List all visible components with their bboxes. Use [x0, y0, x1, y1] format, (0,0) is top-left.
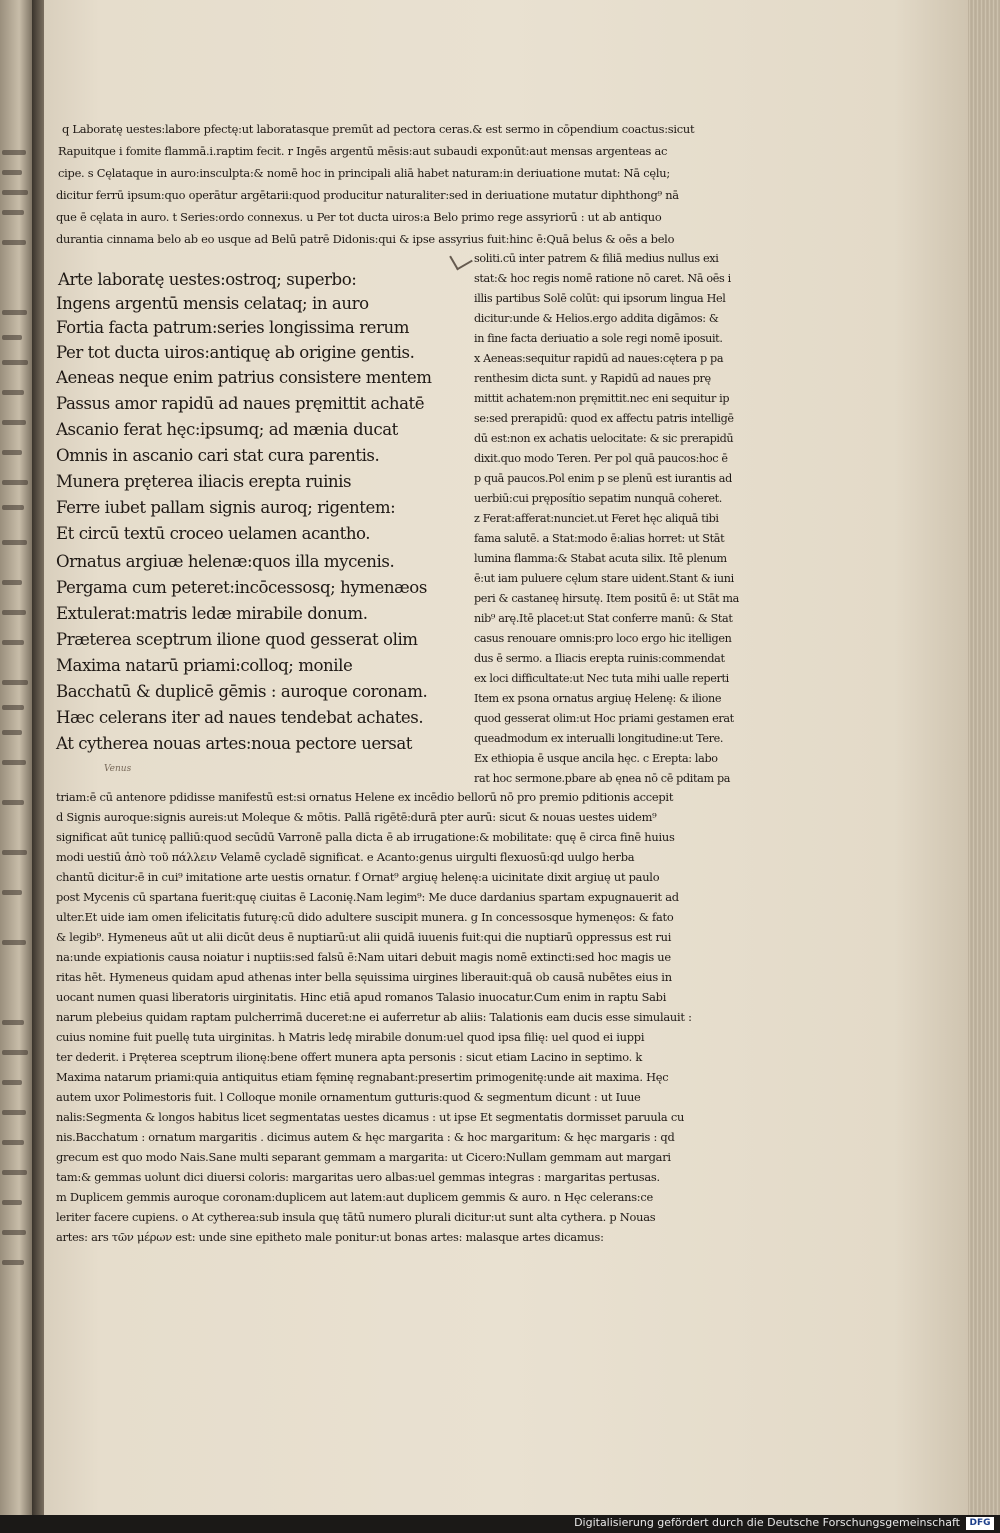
- commentary-line: se:sed prerapidū: quod ex affectu patris intelligē: [474, 412, 734, 425]
- commentary-line: renthesim dicta sunt. y Rapidū ad naues prę: [474, 372, 711, 385]
- verse-line: Maxima natarū priami:colloq; monile: [56, 656, 353, 675]
- commentary-line: ex loci difficultate:ut Nec tuta mihi ualle reperti: [474, 672, 729, 685]
- commentary-line: m Duplicem gemmis auroque coronam:duplicem aut latem:aut duplicem gemmis & auro. n Hęc celerans:ce: [56, 1190, 654, 1204]
- commentary-line: dicitur ferrū ipsum:quo operātur argētarii:quod producitur naturaliter:sed in deriuatione mutatur diphthong⁹ nā: [56, 188, 679, 202]
- commentary-line: q Laboratę uestes:labore pfectę:ut laboratasque premūt ad pectora ceras.& est sermo in cōpendium coactus:sicut: [62, 122, 695, 136]
- commentary-line: ulter.Et uide iam omen ifelicitatis futurę:cū dido adultere suscipit munera. g In concessosque hymenęos: & fato: [56, 910, 674, 924]
- commentary-line: soliti.cū inter patrem & filiā medius nullus exi: [474, 252, 719, 265]
- commentary-line: Maxima natarum priami:quia antiquitus etiam fęminę regnabant:presertim primogenitę:unde ait maxima. Hęc: [56, 1070, 669, 1084]
- margin-annotation: Venus: [104, 764, 132, 774]
- commentary-line: post Mycenis cū spartana fuerit:quę ciuitas ē Laconię.Nam legim⁹: Me duce dardanius spartam expugnauerit ad: [56, 890, 679, 904]
- commentary-line: quod gesserat olim:ut Hoc priami gestamen erat: [474, 712, 734, 725]
- verse-line: Et circū textū croceo uelamen acantho.: [56, 524, 371, 543]
- commentary-line: Item ex psona ornatus argiuę Helenę: & ilione: [474, 692, 722, 705]
- verse-line: Arte laboratę uestes:ostroq; superbo:: [58, 270, 357, 289]
- commentary-line: x Aeneas:sequitur rapidū ad naues:cętera p pa: [474, 352, 724, 365]
- footer-credit: Digitalisierung gefördert durch die Deutsche Forschungsgemeinschaft: [574, 1516, 960, 1529]
- commentary-line: na:unde expiationis causa noiatur i nuptiis:sed falsū ē:Nam uitari debuit magis nomē extincti:sed hoc magis ue: [56, 950, 671, 964]
- commentary-line: narum plebeius quidam raptam pulcherrimā duceret:ne ei auferretur ab aliis: Talationis eam ducis esse simulauit :: [56, 1010, 692, 1024]
- commentary-line: dus ē sermo. a Iliacis erepta ruinis:commendat: [474, 652, 725, 665]
- commentary-line: queadmodum ex interualli longitudine:ut Tere.: [474, 732, 724, 745]
- commentary-line: modi uestiū ἀπὸ τοῦ πάλλειν Velamē cycladē significat. e Acanto:genus uirgulti flexuosū:qd uulgo herba: [56, 850, 635, 864]
- commentary-line: tam:& gemmas uolunt dici diuersi coloris: margaritas uero albas:uel gemmas integras : margaritas pertusas.: [56, 1170, 660, 1184]
- commentary-line: stat:& hoc regis nomē ratione nō caret. Nā oēs i: [474, 272, 731, 285]
- commentary-line: & legib⁹. Hymeneus aūt ut alii dicūt deus ē nuptiarū:ut alii quidā iuuenis fuit:qui die nuptiarū oppressus est rui: [56, 930, 672, 944]
- page-block-edge: [968, 0, 1000, 1515]
- commentary-line: significat aūt tunicę palliū:quod secūdū Varronē palla dicta ē ab irrugatione:& mobilitate: quę ē circa finē huius: [56, 830, 675, 844]
- dfg-logo: DFG: [966, 1517, 994, 1530]
- commentary-line: uerbiū:cui pręposítio sepatim nunquā coheret.: [474, 492, 722, 505]
- commentary-line: z Ferat:afferat:nunciet.ut Feret hęc aliquā tibi: [474, 512, 719, 525]
- commentary-line: leriter facere cupiens. o At cytherea:sub insula quę tātū numero plurali dicitur:ut sunt alta cythera. p Nouas: [56, 1210, 656, 1224]
- commentary-line: dicitur:unde & Helios.ergo addita digāmos: &: [474, 312, 719, 325]
- commentary-line: in fine facta deriuatio a sole regi nomē iposuit.: [474, 332, 723, 345]
- verse-line: Aeneas neque enim patrius consistere mentem: [56, 368, 432, 387]
- commentary-line: Rapuitque i fomite flammā.i.raptim fecit. r Ingēs argentū mēsis:aut subaudi exponūt:aut mensas argenteas ac: [58, 144, 668, 158]
- commentary-line: cipe. s Cęlataque in auro:insculpta:& nomē hoc in principali aliā habet naturam:in deriuatione mutat: Nā cęlu;: [58, 166, 670, 180]
- commentary-line: chantū dicitur:ē in cui⁹ imitatione arte uestis ornatur. f Ornat⁹ argiuę helenę:a uicinitate dixit argiuę ut paulo: [56, 870, 660, 884]
- verse-line: Bacchatū & duplicē gēmis : auroque coronam.: [56, 682, 428, 701]
- verse-line: Fortia facta patrum:series longissima rerum: [56, 318, 410, 337]
- commentary-line: peri & castaneę hirsutę. Item positū ē: ut Stāt ma: [474, 592, 739, 605]
- commentary-line: Ex ethiopia ē usque ancila hęc. c Erepta: labo: [474, 752, 718, 765]
- commentary-line: p quā paucos.Pol enim p se plenū est iurantis ad: [474, 472, 732, 485]
- commentary-line: rat hoc sermone.pbare ab ęnea nō cē pditam pa: [474, 772, 731, 785]
- verse-line: Ferre iubet pallam signis auroq; rigentem:: [56, 498, 396, 517]
- commentary-line: mittit achatem:non pręmittit.nec eni sequitur ip: [474, 392, 730, 405]
- verse-line: Hæc celerans iter ad naues tendebat achates.: [56, 708, 424, 727]
- verse-line: Præterea sceptrum ilione quod gesserat olim: [56, 630, 418, 649]
- verse-line: Ascanio ferat hęc:ipsumq; ad mænia ducat: [56, 420, 398, 439]
- commentary-line: artes: ars τῶν μέρων est: unde sine epitheto male ponitur:ut bonas artes: malasque artes dicamus:: [56, 1230, 604, 1244]
- commentary-line: lumina flamma:& Stabat acuta silix. Itē plenum: [474, 552, 727, 565]
- verse-line: Ornatus argiuæ helenæ:quos illa mycenis.: [56, 552, 395, 571]
- commentary-line: nalis:Segmenta & longos habitus licet segmentatas uestes dicamus : ut ipse Et segmentatis dormisset paruula cu: [56, 1110, 685, 1124]
- commentary-line: autem uxor Polimestoris fuit. l Colloque monile ornamentum gutturis:quod & segmentum dicunt : ut Iuue: [56, 1090, 641, 1104]
- commentary-line: nib⁹ arę.Itē placet:ut Stat conferre manū: & Stat: [474, 612, 733, 625]
- commentary-line: ter dederit. i Pręterea sceptrum ilionę:bene offert munera apta personis : sicut etiam Lacino in septimo. k: [56, 1050, 643, 1064]
- commentary-line: illis partibus Solē colūt: qui ipsorum lingua Hel: [474, 292, 726, 305]
- commentary-line: nis.Bacchatum : ornatum margaritis . dicimus autem & hęc margarita : & hoc margaritum: & hęc margaris : qd: [56, 1130, 675, 1144]
- verse-line: At cytherea nouas artes:noua pectore uersat: [56, 734, 412, 753]
- commentary-line: ritas hēt. Hymeneus quidam apud athenas inter bella sęuissima uirgines liberauit:quā ob causā nubētes eius in: [56, 970, 672, 984]
- verse-line: Pergama cum peteret:incōcessosq; hymenæos: [56, 578, 427, 597]
- commentary-line: fama salutē. a Stat:modo ē:alias horret: ut Stāt: [474, 532, 725, 545]
- commentary-line: triam:ē cū antenore pdidisse manifestū est:si ornatus Helene ex incēdio bellorū nō pro premio pditionis accepit: [56, 790, 674, 804]
- book-gutter: [32, 0, 44, 1515]
- verse-line: Passus amor rapidū ad naues pręmittit achatē: [56, 394, 425, 413]
- verse-line: Per tot ducta uiros:antiquę ab origine gentis.: [56, 343, 415, 362]
- verse-line: Extulerat:matris ledæ mirabile donum.: [56, 604, 368, 623]
- verse-line: Munera pręterea iliacis erepta ruinis: [56, 472, 352, 491]
- commentary-line: cuius nomine fuit puellę tuta uirginitas. h Matris ledę mirabile donum:uel quod ipsa filię: uel quod ei iuppi: [56, 1030, 645, 1044]
- verse-line: Omnis in ascanio cari stat cura parentis.: [56, 446, 380, 465]
- facing-page-edge: [0, 0, 32, 1515]
- commentary-line: durantia cinnama belo ab eo usque ad Belū patrē Didonis:qui & ipse assyrius fuit:hinc ē:Quā belus & oēs a belo: [56, 232, 675, 246]
- commentary-line: grecum est quo modo Nais.Sane multi separant gemmam a margarita: ut Cicero:Nullam gemmam aut margari: [56, 1150, 671, 1164]
- commentary-line: d Signis auroque:signis aureis:ut Moleque & mōtis. Pallā rigētē:durā pter aurū: sicut & nouas uestes uidem⁹: [56, 810, 657, 824]
- commentary-line: uocant numen quasi liberatoris uirginitatis. Hinc etiā apud romanos Talasio inuocatur.Cum enim in raptu Sabi: [56, 990, 667, 1004]
- commentary-line: ē:ut iam puluere cęlum stare uident.Stant & iuni: [474, 572, 734, 585]
- commentary-line: casus renouare omnis:pro loco ergo hic itelligen: [474, 632, 732, 645]
- commentary-line: dixit.quo modo Teren. Per pol quā paucos:hoc ē: [474, 452, 728, 465]
- verse-line: Ingens argentū mensis celataq; in auro: [56, 294, 369, 313]
- commentary-line: que ē cęlata in auro. t Series:ordo connexus. u Per tot ducta uiros:a Belo primo rege assyriorū : ut ab antiquo: [56, 210, 662, 224]
- commentary-line: dū est:non ex achatis uelocitate: & sic prerapidū: [474, 432, 734, 445]
